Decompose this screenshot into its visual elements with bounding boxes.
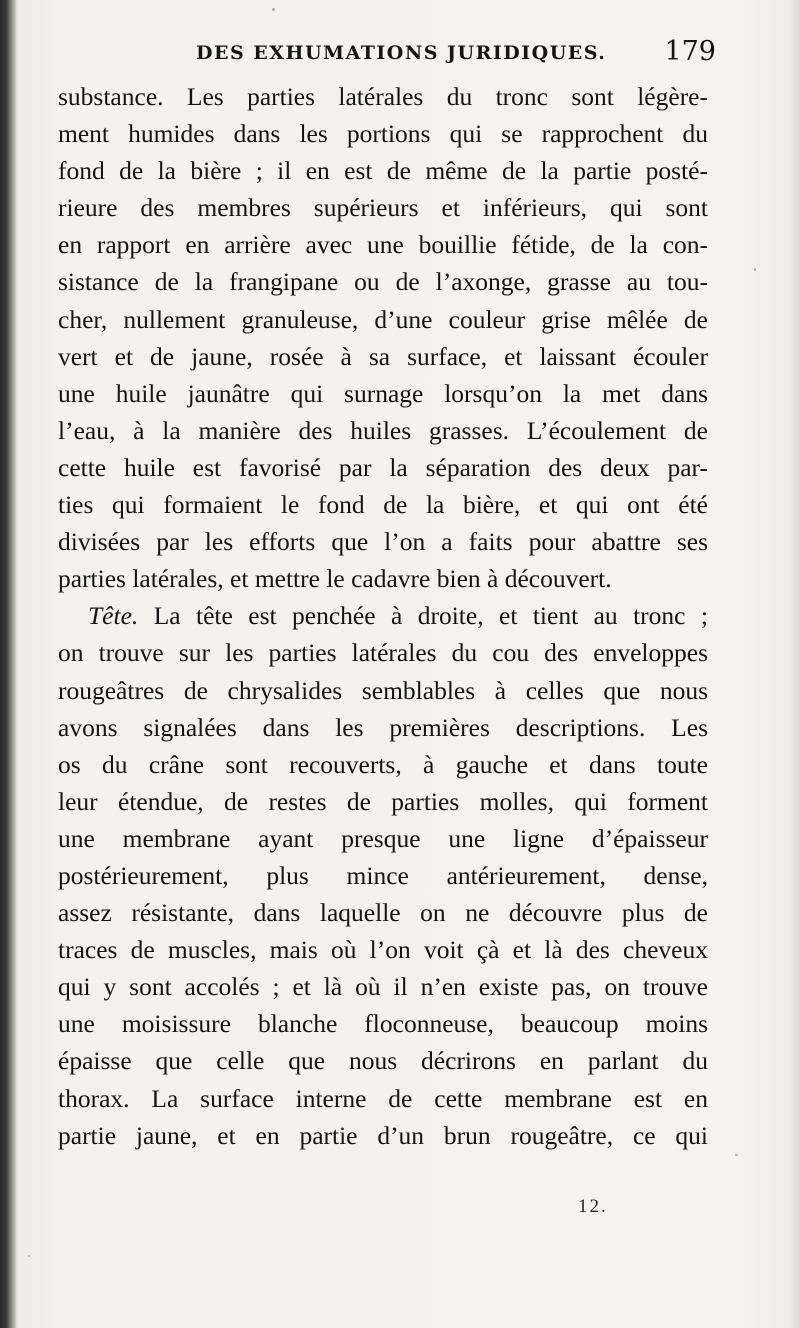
page-header bbox=[196, 36, 716, 76]
page-number: 179 bbox=[664, 36, 716, 67]
text-line: avons signalées dans les premières descriptions. Les bbox=[58, 712, 708, 742]
section-lead: Tête. bbox=[88, 601, 139, 631]
text-line: en rapport en arrière avec une bouillie fétide, de la con- bbox=[58, 230, 708, 260]
text-line: ment humides dans les portions qui se rapprochent du bbox=[58, 119, 708, 149]
text-line: thorax. La surface interne de cette membrane est en bbox=[58, 1083, 708, 1113]
text-line: sistance de la frangipane ou de l’axonge, grasse au tou- bbox=[58, 267, 708, 297]
text-line: La tête est penchée à droite, et tient au tronc ; bbox=[138, 601, 708, 631]
text-line: vert et de jaune, rosée à sa surface, et laissant écouler bbox=[58, 341, 708, 371]
text-line: épaisse que celle que nous décrirons en parlant du bbox=[58, 1046, 708, 1076]
paper-speck bbox=[735, 1154, 738, 1156]
text-line: assez résistante, dans laquelle on ne découvre plus de bbox=[58, 898, 708, 928]
text-line: rieure des membres supérieurs et inférieurs, qui sont bbox=[58, 193, 708, 223]
body-text bbox=[58, 78, 708, 1154]
text-line: postérieurement, plus mince antérieurement, dense, bbox=[58, 860, 708, 890]
text-line: traces de muscles, mais où l’on voit çà et là des cheveux bbox=[58, 935, 708, 965]
text-line: une huile jaunâtre qui surnage lorsqu’on la met dans bbox=[58, 378, 708, 408]
text-line: cette huile est favorisé par la séparation des deux par- bbox=[58, 452, 708, 482]
paragraph-first-line bbox=[58, 597, 708, 634]
paper-speck bbox=[28, 1255, 30, 1257]
text-line: os du crâne sont recouverts, à gauche et dans toute bbox=[58, 749, 708, 779]
paper-speck bbox=[272, 8, 275, 11]
signature-mark: 12. bbox=[578, 1196, 608, 1217]
text-line: partie jaune, et en partie d’un brun rougeâtre, ce qui bbox=[58, 1120, 708, 1150]
text-line: ties qui formaient le fond de la bière, et qui ont été bbox=[58, 490, 708, 520]
text-line: divisées par les efforts que l’on a faits pour abattre ses bbox=[58, 527, 708, 557]
text-line: on trouve sur les parties latérales du cou des enveloppes bbox=[58, 638, 708, 668]
text-line: parties latérales, et mettre le cadavre bien à découvert. bbox=[58, 564, 612, 594]
paper-speck bbox=[754, 268, 756, 271]
text-line: leur étendue, de restes de parties molles, qui forment bbox=[58, 786, 708, 816]
text-line: fond de la bière ; il en est de même de la partie posté- bbox=[58, 156, 708, 186]
text-line: qui y sont accolés ; et là où il n’en existe pas, on trouve bbox=[58, 972, 708, 1002]
text-line: l’eau, à la manière des huiles grasses. L’écoulement de bbox=[58, 415, 708, 445]
text-line: cher, nullement granuleuse, d’une couleur grise mêlée de bbox=[58, 304, 708, 334]
text-line: rougeâtres de chrysalides semblables à celles que nous bbox=[58, 675, 708, 705]
text-line: substance. Les parties latérales du tronc sont légère- bbox=[58, 82, 708, 111]
running-title: DES EXHUMATIONS JURIDIQUES. bbox=[196, 42, 607, 64]
text-line: une moisissure blanche floconneuse, beaucoup moins bbox=[58, 1009, 708, 1039]
text-line: une membrane ayant presque une ligne d’épaisseur bbox=[58, 823, 708, 853]
